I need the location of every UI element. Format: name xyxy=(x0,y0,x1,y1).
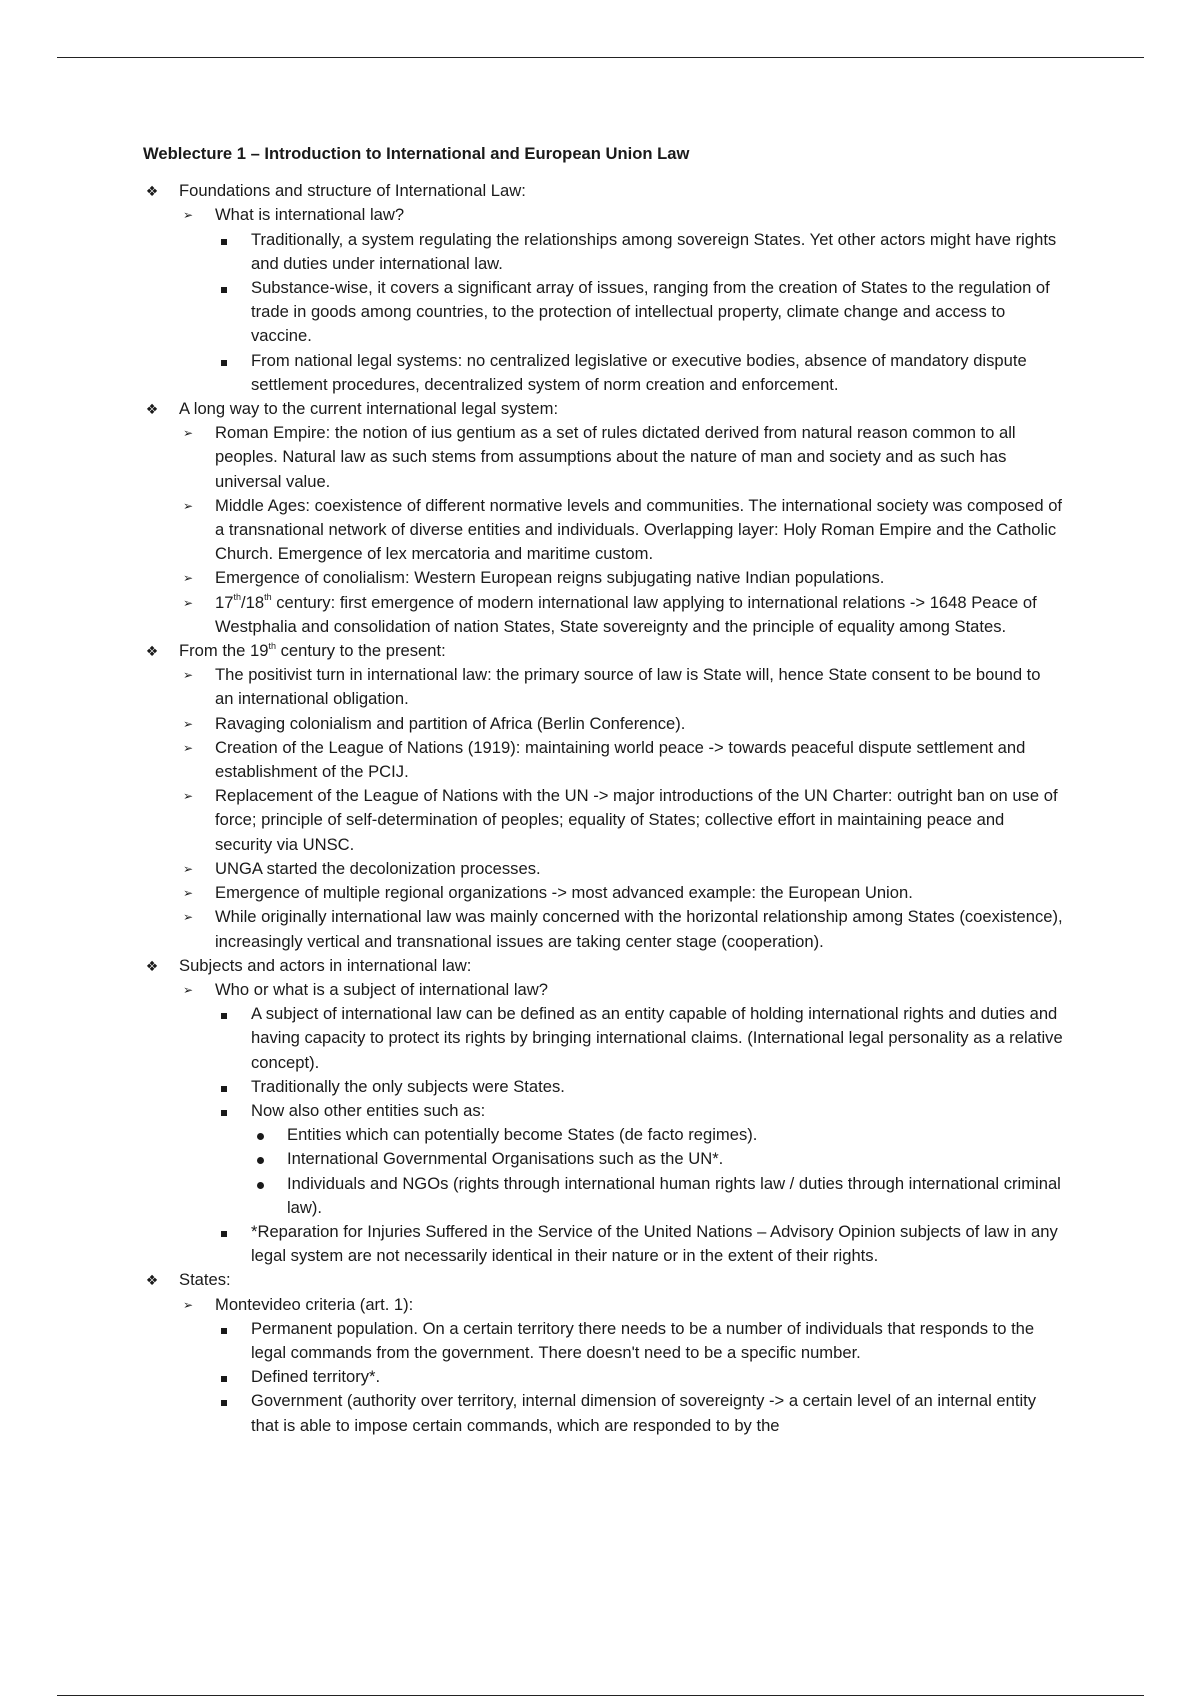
arrow-bullet-icon: ➢ xyxy=(182,571,194,586)
arrow-bullet-icon: ➢ xyxy=(182,982,194,997)
list-item: ➢ Creation of the League of Nations (1919): maintaining world peace -> towards peaceful dispute settlement and establishment of the PCIJ. xyxy=(143,736,1063,784)
list-item: ➢ The positivist turn in international law: the primary source of law is State will, hence State consent to be bound to an international obligation. xyxy=(143,663,1063,711)
arrow-bullet-icon: ➢ xyxy=(182,426,194,441)
square-bullet-icon xyxy=(221,1013,227,1019)
document-body xyxy=(143,142,1063,1438)
list-item: Individuals and NGOs (rights through international human rights law / duties through international criminal law). xyxy=(143,1172,1063,1220)
square-bullet-icon xyxy=(221,1110,227,1116)
arrow-bullet-icon: ➢ xyxy=(182,1297,194,1312)
list-item: Traditionally the only subjects were States. xyxy=(143,1075,1063,1099)
list-item-modern: ❖ From the 19th century to the present: xyxy=(143,639,1063,663)
list-item: *Reparation for Injuries Suffered in the Service of the United Nations – Advisory Opinion subjects of law in any legal system are not necessarily identical in their nature or in the extent of their rights. xyxy=(143,1220,1063,1268)
list-item: A subject of international law can be defined as an entity capable of holding international rights and duties and having capacity to protect its rights by bringing international claims. (International legal personality as a relative concept). xyxy=(143,1002,1063,1075)
dot-bullet-icon xyxy=(257,1182,264,1189)
list-item: International Governmental Organisations such as the UN*. xyxy=(143,1147,1063,1171)
list-item-states: ❖ States: xyxy=(143,1268,1063,1292)
square-bullet-icon xyxy=(221,239,227,245)
dot-bullet-icon xyxy=(257,1157,264,1164)
list-item: Entities which can potentially become States (de facto regimes). xyxy=(143,1123,1063,1147)
arrow-bullet-icon: ➢ xyxy=(182,886,194,901)
arrow-bullet-icon: ➢ xyxy=(182,910,194,925)
footer-rule xyxy=(57,1695,1144,1696)
list-item-foundations: ❖ Foundations and structure of International Law: xyxy=(143,179,1063,203)
arrow-bullet-icon: ➢ xyxy=(182,208,194,223)
list-item: ➢ Middle Ages: coexistence of different normative levels and communities. The international society was composed of a transnational network of diverse entities and individuals. Overlapping layer: Holy Roman Empire and the Catholic Church. Emergence of lex mercatoria and maritime custom. xyxy=(143,494,1063,567)
list-item: ➢ Who or what is a subject of international law? xyxy=(143,978,1063,1002)
page-title: Weblecture 1 – Introduction to International and European Union Law xyxy=(143,144,690,163)
list-item: ➢ While originally international law was mainly concerned with the horizontal relationship among States (coexistence), increasingly vertical and transnational issues are taking center stage (cooperation). xyxy=(143,905,1063,953)
dot-bullet-icon xyxy=(257,1133,264,1140)
diamond-bullet-icon: ❖ xyxy=(145,183,159,200)
diamond-bullet-icon: ❖ xyxy=(145,957,159,974)
square-bullet-icon xyxy=(221,1400,227,1406)
list-item: ➢ UNGA started the decolonization processes. xyxy=(143,857,1063,881)
arrow-bullet-icon: ➢ xyxy=(182,668,194,683)
list-item: Traditionally, a system regulating the relationships among sovereign States. Yet other actors might have rights and duties under international law. xyxy=(143,228,1063,276)
list-item: ➢ Montevideo criteria (art. 1): xyxy=(143,1293,1063,1317)
arrow-bullet-icon: ➢ xyxy=(182,789,194,804)
list-item-what-is: ➢ What is international law? xyxy=(143,203,1063,227)
list-item-subjects: ❖ Subjects and actors in international law: xyxy=(143,954,1063,978)
list-item: Permanent population. On a certain territory there needs to be a number of individuals that responds to the legal commands from the government. There doesn't need to be a specific number. xyxy=(143,1317,1063,1365)
diamond-bullet-icon: ❖ xyxy=(145,1272,159,1289)
square-bullet-icon xyxy=(221,1376,227,1382)
list-item: Defined territory*. xyxy=(143,1365,1063,1389)
arrow-bullet-icon: ➢ xyxy=(182,498,194,513)
square-bullet-icon xyxy=(221,287,227,293)
list-item: ➢ Replacement of the League of Nations with the UN -> major introductions of the UN Charter: outright ban on use of force; principle of self-determination of peoples; equality of States; collective effort in maintaining peace and security via UNSC. xyxy=(143,784,1063,857)
arrow-bullet-icon: ➢ xyxy=(182,716,194,731)
square-bullet-icon xyxy=(221,1328,227,1334)
square-bullet-icon xyxy=(221,1086,227,1092)
list-item: ➢ 17th/18th century: first emergence of modern international law applying to international relations -> 1648 Peace of Westphalia and consolidation of nation States, State sovereignty and the principle of equality among States. xyxy=(143,591,1063,639)
list-item: From national legal systems: no centralized legislative or executive bodies, absence of mandatory dispute settlement procedures, decentralized system of norm creation and enforcement. xyxy=(143,349,1063,397)
square-bullet-icon xyxy=(221,1231,227,1237)
arrow-bullet-icon: ➢ xyxy=(182,740,194,755)
list-item: Now also other entities such as: xyxy=(143,1099,1063,1123)
diamond-bullet-icon: ❖ xyxy=(145,643,159,660)
list-item: ➢ Emergence of multiple regional organizations -> most advanced example: the European Union. xyxy=(143,881,1063,905)
arrow-bullet-icon: ➢ xyxy=(182,861,194,876)
list-item-history: ❖ A long way to the current international legal system: xyxy=(143,397,1063,421)
square-bullet-icon xyxy=(221,360,227,366)
arrow-bullet-icon: ➢ xyxy=(182,595,194,610)
header-rule xyxy=(57,57,1144,58)
list-item: ➢ Roman Empire: the notion of ius gentium as a set of rules dictated derived from natural reason common to all peoples. Natural law as such stems from assumptions about the nature of man and society and as such has universal value. xyxy=(143,421,1063,494)
list-item: ➢ Emergence of conolialism: Western European reigns subjugating native Indian populations. xyxy=(143,566,1063,590)
list-item: Government (authority over territory, internal dimension of sovereignty -> a certain level of an internal entity that is able to impose certain commands, which are responded to by the xyxy=(143,1389,1063,1437)
list-item: Substance-wise, it covers a significant array of issues, ranging from the creation of States to the regulation of trade in goods among countries, to the protection of intellectual property, climate change and access to vaccine. xyxy=(143,276,1063,349)
diamond-bullet-icon: ❖ xyxy=(145,401,159,418)
list-item: ➢ Ravaging colonialism and partition of Africa (Berlin Conference). xyxy=(143,712,1063,736)
